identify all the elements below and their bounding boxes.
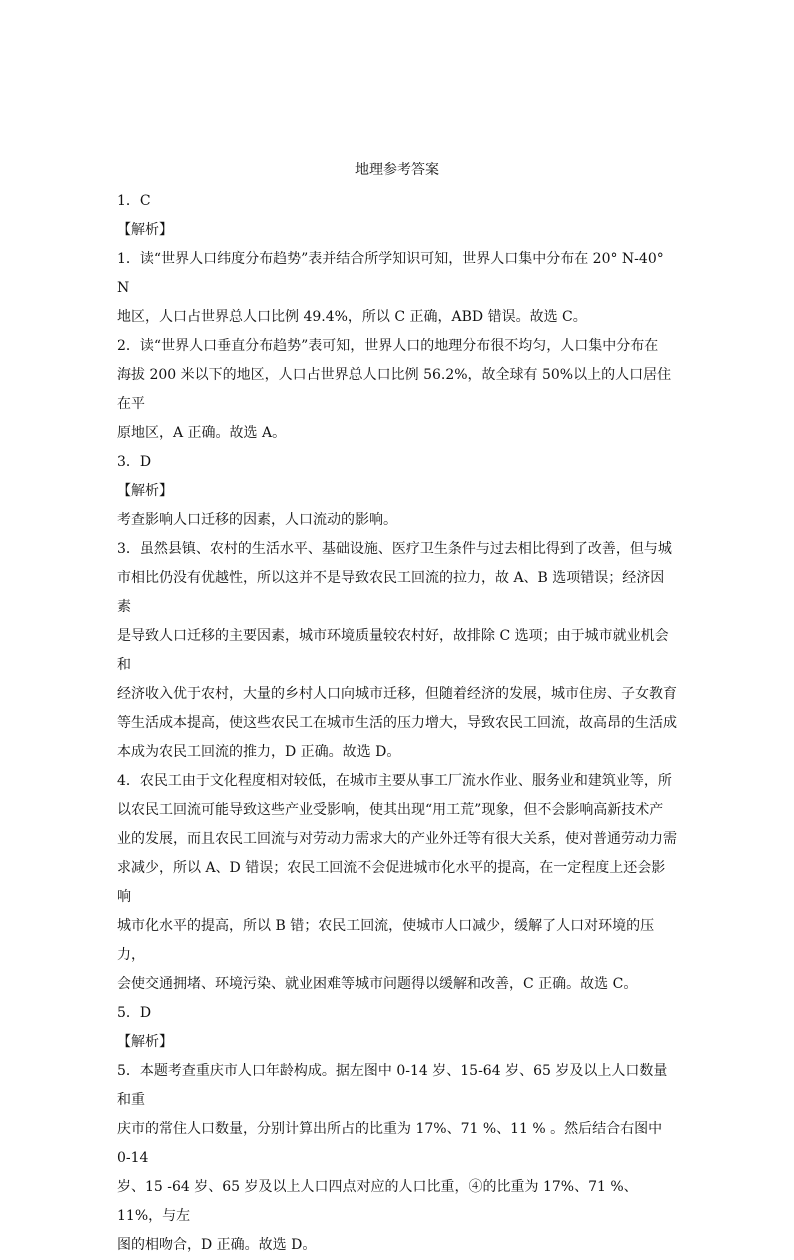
paragraph [117,245,677,332]
document-body [117,187,677,1260]
answer-line [117,187,677,216]
paragraph-line: 求减少，所以 A、D 错误；农民工回流不会促进城市化水平的提高，在一定程度上还会影响 [117,860,666,905]
paragraph-line: 原地区，A 正确。故选 A。 [117,425,287,441]
paragraph-line: 是导致人口迁移的主要因素，城市环境质量较农村好，故排除 C 选项；由于城市就业机会和 [117,628,669,673]
paragraph [117,1057,677,1260]
paragraph-line: 考查影响人口迁移的因素，人口流动的影响。 [117,512,397,528]
paragraph-line: 图的相吻合，D 正确。故选 D。 [117,1237,317,1253]
paragraph-line: 地区，人口占世界总人口比例 49.4%，所以 C 正确，ABD 错误。故选 C。 [117,309,587,325]
analysis-label-text: 【解析】 [117,222,173,238]
paragraph-line: 5．本题考查重庆市人口年龄构成。据左图中 0-14 岁、15-64 岁、65 岁及以上人口数量和重 [117,1063,668,1108]
paragraph [117,332,677,448]
analysis-label [117,477,677,506]
paragraph-line: 市相比仍没有优越性，所以这并不是导致农民工回流的拉力，故 A、B 选项错误；经济因素 [117,570,665,615]
paragraph-line: 会使交通拥堵、环境污染、就业困难等城市问题得以缓解和改善，C 正确。故选 C。 [117,976,638,992]
analysis-label-text: 【解析】 [117,1034,173,1050]
analysis-label [117,1028,677,1057]
paragraph-line: 岁、15 -64 岁、65 岁及以上人口四点对应的人口比重，④的比重为 17%、71 %、11%，与左 [117,1179,638,1224]
analysis-label [117,216,677,245]
paragraph [117,506,677,535]
paragraph-line: 业的发展，而且农民工回流与对劳动力需求大的产业外迁等有很大关系，使对普通劳动力需 [117,831,677,847]
paragraph-line: 等生活成本提高，使这些农民工在城市生活的压力增大，导致农民工回流，故高昂的生活成 [117,715,677,731]
page-title: 地理参考答案 [355,162,439,178]
paragraph-line: 庆市的常住人口数量，分别计算出所占的比重为 17%、71 %、11 % 。然后结合右图中 0-14 [117,1121,663,1166]
answer-line [117,999,677,1028]
answer-text: 1．C [117,193,151,209]
paragraph-line: 本成为农民工回流的推力，D 正确。故选 D。 [117,744,401,760]
analysis-label-text: 【解析】 [117,483,173,499]
paragraph-line: 海拔 200 米以下的地区，人口占世界总人口比例 56.2%，故全球有 50%以上的人口居住在平 [117,367,672,412]
paragraph-line: 经济收入优于农村，大量的乡村人口向城市迁移，但随着经济的发展，城市住房、子女教育 [117,686,677,702]
paragraph-line: 2．读“世界人口垂直分布趋势”表可知，世界人口的地理分布很不均匀，人口集中分布在 [117,338,659,354]
paragraph-line: 1．读“世界人口纬度分布趋势”表并结合所学知识可知，世界人口集中分布在 20° N-40° N [117,251,664,296]
answer-line [117,448,677,477]
paragraph-line: 以农民工回流可能导致这些产业受影响，使其出现“用工荒”现象，但不会影响高新技术产 [117,802,664,818]
answer-text: 5．D [117,1005,152,1021]
paragraph [117,767,677,999]
answer-text: 3．D [117,454,152,470]
paragraph-line: 4．农民工由于文化程度相对较低，在城市主要从事工厂流水作业、服务业和建筑业等，所 [117,773,672,789]
paragraph-line: 城市化水平的提高，所以 B 错；农民工回流，使城市人口减少，缓解了人口对环境的压力， [117,918,655,963]
paragraph [117,535,677,767]
paragraph-line: 3．虽然县镇、农村的生活水平、基础设施、医疗卫生条件与过去相比得到了改善，但与城 [117,541,672,557]
